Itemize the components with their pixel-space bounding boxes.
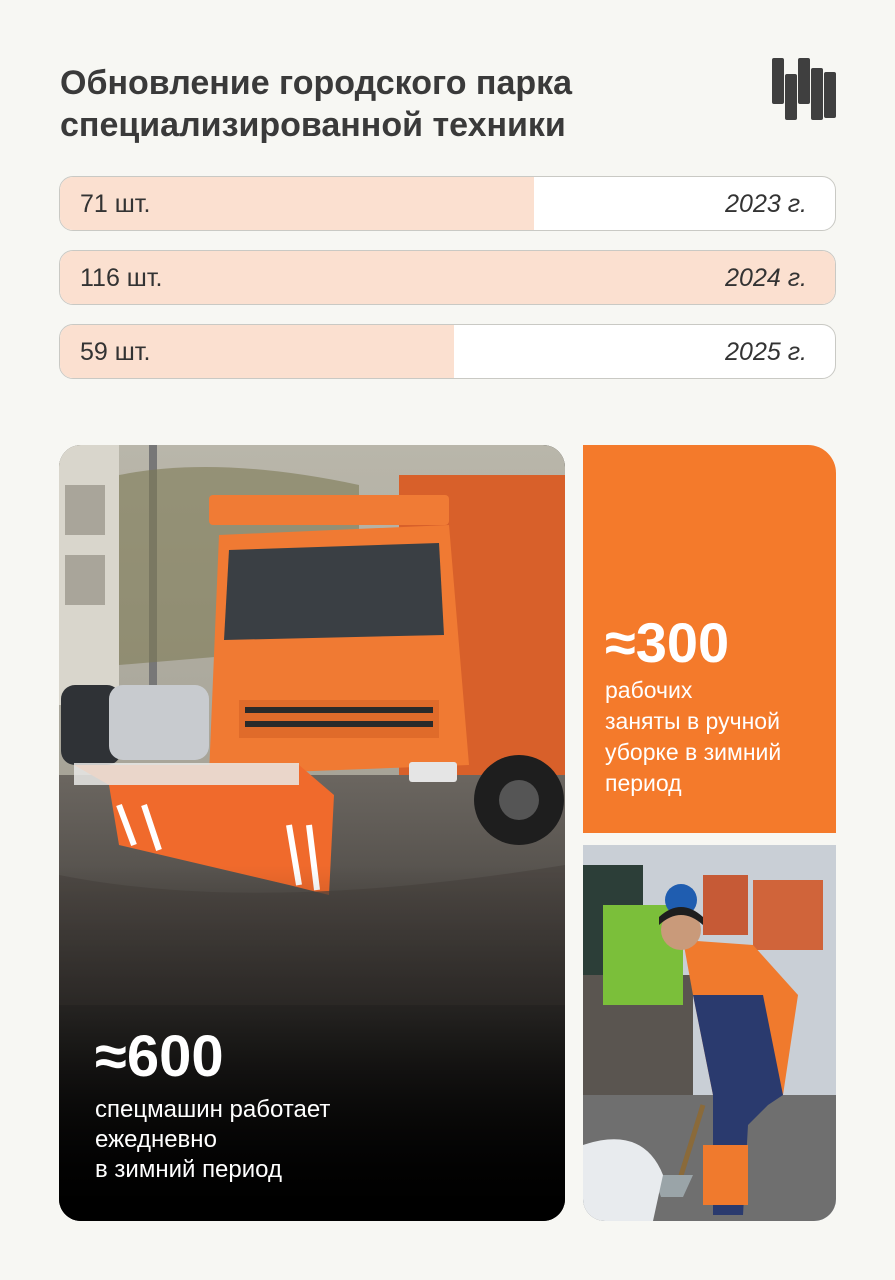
bar-category-label: 2025 г.: [725, 338, 807, 366]
workers-caption-line-2: заняты в ручной: [605, 708, 780, 734]
bar-fill: [60, 251, 835, 304]
workers-stat-card: [583, 445, 836, 833]
brand-logo-icon: [772, 58, 836, 120]
machines-caption-line-1: спецмашин работает: [95, 1096, 331, 1123]
workers-caption-line-1: рабочих: [605, 677, 693, 703]
page-title: [60, 62, 700, 146]
worker-photo-card: [583, 845, 836, 1221]
machines-caption-line-3: в зимний период: [95, 1156, 282, 1183]
bar-category-label: 2024 г.: [725, 264, 807, 292]
snow-worker-photo: [583, 845, 836, 1221]
workers-stat: [605, 613, 781, 799]
title-line-1: Обновление городского парка: [60, 64, 573, 102]
bar-row: [59, 250, 836, 305]
machines-caption-line-2: ежедневно: [95, 1126, 217, 1153]
machines-stat: [95, 1025, 330, 1185]
machines-stat-value: ≈600: [95, 1024, 224, 1089]
machines-stat-caption: [95, 1095, 330, 1185]
workers-caption-line-3: уборке в зимний: [605, 739, 782, 765]
snowplow-photo-card: [59, 445, 565, 1221]
bar-category-label: 2023 г.: [725, 190, 807, 218]
workers-stat-caption: [605, 675, 781, 799]
bar-row: [59, 176, 836, 231]
bar-row: [59, 324, 836, 379]
bar-value-label: 116 шт.: [80, 264, 163, 292]
bar-value-label: 71 шт.: [80, 190, 151, 218]
bar-value-label: 59 шт.: [80, 338, 151, 366]
title-line-2: специализированной техники: [60, 106, 566, 144]
fleet-update-chart: [59, 176, 836, 398]
workers-stat-value: ≈300: [605, 611, 730, 674]
workers-caption-line-4: период: [605, 770, 682, 796]
